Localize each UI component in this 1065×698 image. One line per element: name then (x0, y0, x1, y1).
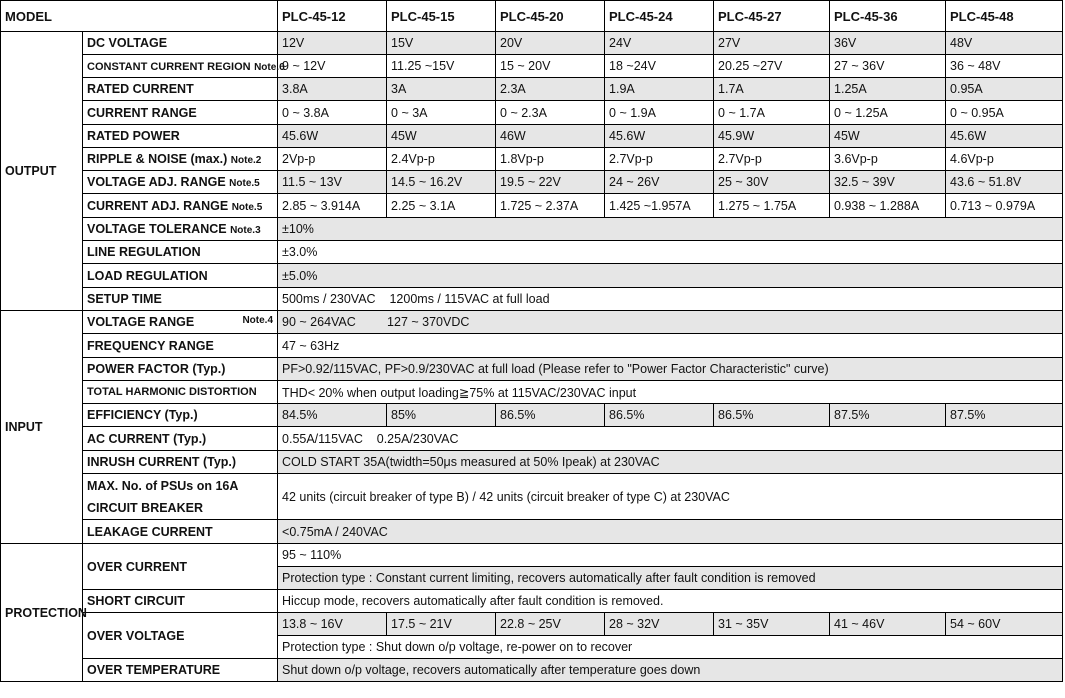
cell: 24V (605, 32, 714, 55)
cell: THD< 20% when output loading≧75% at 115VAC/230VAC input (278, 381, 1063, 404)
cell: 32.5 ~ 39V (830, 171, 946, 194)
row-label (83, 55, 285, 78)
model-col: PLC-45-20 (496, 1, 605, 32)
cell: 11.5 ~ 13V (278, 171, 387, 194)
cell: Hiccup mode, recovers automatically after fault condition is removed. (278, 590, 1063, 613)
section-protection: PROTECTION (1, 544, 83, 682)
cell: 86.5% (714, 404, 830, 427)
row-voltage-tolerance (1, 218, 1063, 241)
cell: Shut down o/p voltage, recovers automatically after temperature goes down (278, 659, 1063, 682)
cell: 22.8 ~ 25V (496, 613, 605, 636)
row-label: OVER CURRENT (83, 544, 278, 590)
row-label (83, 311, 278, 334)
cell: 85% (387, 404, 496, 427)
row-cc-region (1, 55, 1063, 78)
cell: 0.55A/115VAC 0.25A/230VAC (278, 427, 1063, 451)
row-ripple-noise (1, 148, 1063, 171)
cell: 42 units (circuit breaker of type B) / 42 units (circuit breaker of type C) at 230VAC (278, 474, 1063, 520)
cell: 27V (714, 32, 830, 55)
cell: 2.85 ~ 3.914A (278, 194, 387, 218)
row-efficiency (1, 404, 1063, 427)
row-leakage-current (1, 520, 1063, 544)
cell: 87.5% (946, 404, 1063, 427)
note: Note.2 (230, 155, 262, 166)
cell: 12V (278, 32, 387, 55)
row-label: LEAKAGE CURRENT (83, 520, 278, 544)
row-label: TOTAL HARMONIC DISTORTION (83, 381, 278, 404)
model-label: MODEL (1, 1, 278, 32)
cell: 47 ~ 63Hz (278, 334, 1063, 358)
cell: 25 ~ 30V (714, 171, 830, 194)
label-text: MAX. No. of PSUs on 16A (87, 478, 239, 493)
cell: 1.725 ~ 2.37A (496, 194, 605, 218)
cell: 1.275 ~ 1.75A (714, 194, 830, 218)
cell: 2.7Vp-p (714, 148, 830, 171)
cell: 18 ~24V (605, 55, 714, 78)
row-label: OVER VOLTAGE (83, 613, 278, 659)
cell: 86.5% (496, 404, 605, 427)
label-text: VOLTAGE RANGE (87, 315, 195, 329)
note: Note.4 (242, 315, 274, 326)
row-short-circuit (1, 590, 1063, 613)
cell: 45W (387, 125, 496, 148)
model-col: PLC-45-48 (946, 1, 1063, 32)
model-col: PLC-45-27 (714, 1, 830, 32)
row-label: EFFICIENCY (Typ.) (83, 404, 278, 427)
cell: 3.6Vp-p (830, 148, 946, 171)
cell: 0 ~ 1.25A (830, 101, 946, 125)
cell: 0 ~ 3.8A (278, 101, 387, 125)
cell: 11.25 ~15V (387, 55, 496, 78)
row-label: SETUP TIME (83, 288, 278, 311)
row-current-range (1, 101, 1063, 125)
row-over-current (1, 544, 1063, 567)
cell: 0 ~ 1.9A (605, 101, 714, 125)
cell: 36V (830, 32, 946, 55)
model-col: PLC-45-36 (830, 1, 946, 32)
cell: 19.5 ~ 22V (496, 171, 605, 194)
cell: 36 ~ 48V (946, 55, 1063, 78)
row-over-temperature (1, 659, 1063, 682)
cell: 0 ~ 2.3A (496, 101, 605, 125)
cell: 4.6Vp-p (946, 148, 1063, 171)
row-label: DC VOLTAGE (83, 32, 278, 55)
cell: 0 ~ 3A (387, 101, 496, 125)
cell: 45.6W (605, 125, 714, 148)
cell: 46W (496, 125, 605, 148)
row-rated-power (1, 125, 1063, 148)
cell: 0 ~ 1.7A (714, 101, 830, 125)
row-over-voltage (1, 613, 1063, 636)
label-text: VOLTAGE TOLERANCE (87, 222, 227, 236)
cell: 45.6W (946, 125, 1063, 148)
cell: 45.6W (278, 125, 387, 148)
cell: 13.8 ~ 16V (278, 613, 387, 636)
row-label: LOAD REGULATION (83, 264, 278, 288)
cell: 2.25 ~ 3.1A (387, 194, 496, 218)
note: Note.5 (231, 201, 263, 213)
row-label: FREQUENCY RANGE (83, 334, 278, 358)
row-label: RATED POWER (83, 125, 278, 148)
cell: 87.5% (830, 404, 946, 427)
row-dc-voltage (1, 32, 1063, 55)
cell: 31 ~ 35V (714, 613, 830, 636)
model-col: PLC-45-15 (387, 1, 496, 32)
row-voltage-adj (1, 171, 1063, 194)
cell: 9 ~ 12V (278, 55, 387, 78)
row-label (83, 474, 278, 520)
model-col: PLC-45-12 (278, 1, 387, 32)
cell: 54 ~ 60V (946, 613, 1063, 636)
label-text: CONSTANT CURRENT REGION (87, 61, 251, 73)
row-label: LINE REGULATION (83, 241, 278, 264)
row-label: SHORT CIRCUIT (83, 590, 278, 613)
cell: 90 ~ 264VAC 127 ~ 370VDC (278, 311, 1063, 334)
cell: 1.25A (830, 78, 946, 101)
note: Note.6 (254, 62, 285, 73)
cell: 2Vp-p (278, 148, 387, 171)
cell: ±10% (278, 218, 1063, 241)
cell: 27 ~ 36V (830, 55, 946, 78)
cell: 95 ~ 110% (278, 544, 1063, 567)
row-label: INRUSH CURRENT (Typ.) (83, 451, 278, 474)
cell: 1.425 ~1.957A (605, 194, 714, 218)
cell: 3.8A (278, 78, 387, 101)
cell: Protection type : Constant current limiting, recovers automatically after fault condition is removed (278, 567, 1063, 590)
cell: 15 ~ 20V (496, 55, 605, 78)
cell: 0 ~ 0.95A (946, 101, 1063, 125)
row-load-regulation (1, 264, 1063, 288)
model-col: PLC-45-24 (605, 1, 714, 32)
row-max-psus (1, 474, 1063, 520)
row-current-adj (1, 194, 1063, 218)
cell: ±3.0% (278, 241, 1063, 264)
cell: ±5.0% (278, 264, 1063, 288)
row-frequency-range (1, 334, 1063, 358)
row-setup-time (1, 288, 1063, 311)
row-line-regulation (1, 241, 1063, 264)
cell: Protection type : Shut down o/p voltage, re-power on to recover (278, 636, 1063, 659)
row-ac-current (1, 427, 1063, 451)
row-rated-current (1, 78, 1063, 101)
cell: 45.9W (714, 125, 830, 148)
row-label (83, 194, 278, 218)
row-power-factor (1, 358, 1063, 381)
cell: COLD START 35A(twidth=50μs measured at 50% Ipeak) at 230VAC (278, 451, 1063, 474)
cell: 2.3A (496, 78, 605, 101)
cell: 0.938 ~ 1.288A (830, 194, 946, 218)
cell: <0.75mA / 240VAC (278, 520, 1063, 544)
cell: 1.8Vp-p (496, 148, 605, 171)
label-text: CURRENT ADJ. RANGE (87, 198, 229, 213)
cell: 15V (387, 32, 496, 55)
cell: 86.5% (605, 404, 714, 427)
cell: 17.5 ~ 21V (387, 613, 496, 636)
cell: 2.7Vp-p (605, 148, 714, 171)
cell: 1.7A (714, 78, 830, 101)
cell: 28 ~ 32V (605, 613, 714, 636)
row-label: RATED CURRENT (83, 78, 278, 101)
cell: 3A (387, 78, 496, 101)
cell: PF>0.92/115VAC, PF>0.9/230VAC at full load (Please refer to "Power Factor Characteristic" curve) (278, 358, 1063, 381)
row-voltage-range (1, 311, 1063, 334)
row-thd (1, 381, 1063, 404)
cell: 14.5 ~ 16.2V (387, 171, 496, 194)
header-row (1, 1, 1063, 32)
cell: 24 ~ 26V (605, 171, 714, 194)
row-label: CURRENT RANGE (83, 101, 278, 125)
cell: 500ms / 230VAC 1200ms / 115VAC at full load (278, 288, 1063, 311)
note: Note.5 (229, 178, 260, 189)
row-label: POWER FACTOR (Typ.) (83, 358, 278, 381)
label-text: RIPPLE & NOISE (max.) (87, 152, 228, 166)
cell: 41 ~ 46V (830, 613, 946, 636)
cell: 1.9A (605, 78, 714, 101)
cell: 20V (496, 32, 605, 55)
cell: 20.25 ~27V (714, 55, 830, 78)
cell: 84.5% (278, 404, 387, 427)
label-text: CIRCUIT BREAKER (87, 500, 203, 515)
row-label (83, 218, 278, 241)
label-text: VOLTAGE ADJ. RANGE (87, 175, 226, 189)
section-input: INPUT (1, 311, 83, 544)
cell: 0.713 ~ 0.979A (946, 194, 1063, 218)
row-inrush-current (1, 451, 1063, 474)
cell: 43.6 ~ 51.8V (946, 171, 1063, 194)
note: Note.3 (230, 225, 261, 236)
cell: 48V (946, 32, 1063, 55)
section-output: OUTPUT (1, 32, 83, 311)
cell: 2.4Vp-p (387, 148, 496, 171)
row-label: OVER TEMPERATURE (83, 659, 278, 682)
cell: 45W (830, 125, 946, 148)
row-label (83, 148, 278, 171)
row-label (83, 171, 278, 194)
cell: 0.95A (946, 78, 1063, 101)
row-label: AC CURRENT (Typ.) (83, 427, 278, 451)
